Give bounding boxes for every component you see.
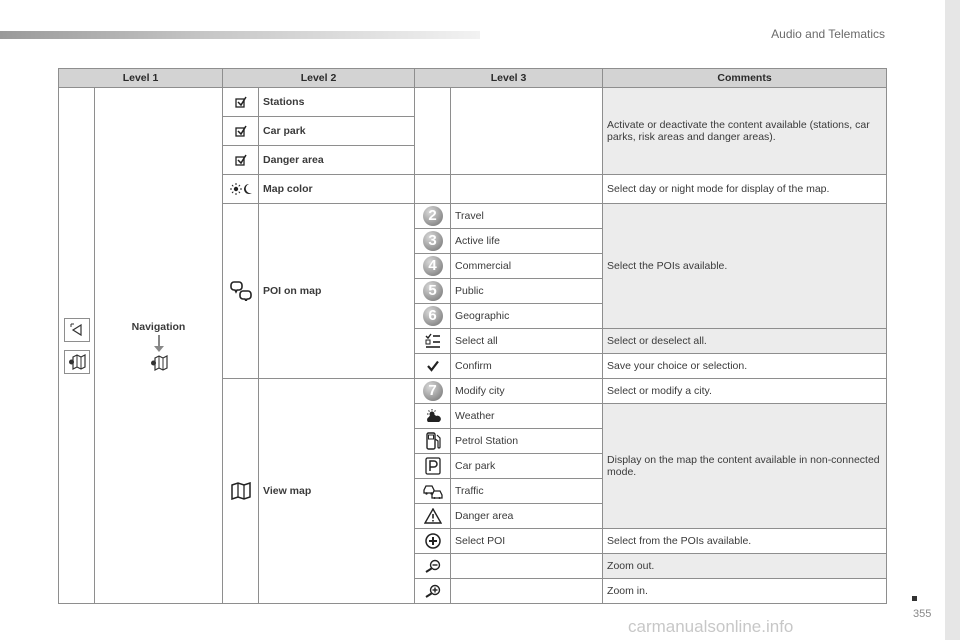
add-circle-icon	[415, 529, 451, 554]
select-all-comment: Select or deselect all.	[603, 329, 887, 354]
select-all-label: Select all	[451, 329, 603, 354]
map-settings-icon	[64, 350, 90, 374]
display-comment: Display on the map the content available in non-connected mode.	[603, 404, 887, 529]
danger-area-l3-label: Danger area	[451, 504, 603, 529]
checkbox-icon	[223, 146, 259, 175]
select-all-icon	[415, 329, 451, 354]
parking-icon	[415, 454, 451, 479]
badge-7: 7	[423, 381, 443, 401]
badge-2: 2	[423, 206, 443, 226]
car-park-l3-label: Car park	[451, 454, 603, 479]
map-color-comment: Select day or night mode for display of the map.	[603, 175, 887, 204]
page-marker	[912, 596, 917, 601]
zoom-out-comment: Zoom out.	[603, 554, 887, 579]
badge-4: 4	[423, 256, 443, 276]
header-level-3: Level 3	[415, 69, 603, 88]
map-settings-icon	[99, 355, 218, 371]
map-icon	[223, 379, 259, 604]
fuel-pump-icon	[415, 429, 451, 454]
weather-icon	[415, 404, 451, 429]
poi-commercial-label: Commercial	[451, 254, 603, 279]
menu-levels-table	[58, 68, 887, 604]
content-comment: Activate or deactivate the content available (stations, car parks, risk areas and danger areas).	[603, 88, 887, 175]
table-row	[59, 88, 887, 117]
navigation-label: Navigation	[131, 320, 186, 333]
zoom-in-icon	[415, 579, 451, 604]
page-number: 355	[913, 608, 932, 620]
section-title: Audio and Telematics	[771, 27, 885, 41]
zoom-out-icon	[415, 554, 451, 579]
checkbox-icon	[223, 117, 259, 146]
poi-public-label: Public	[451, 279, 603, 304]
page-edge-strip	[945, 0, 960, 640]
poi-icon	[223, 204, 259, 379]
modify-city-comment: Select or modify a city.	[603, 379, 887, 404]
poi-active-life-label: Active life	[451, 229, 603, 254]
danger-area-label: Danger area	[259, 146, 415, 175]
warning-triangle-icon	[415, 504, 451, 529]
header-gradient-bar	[0, 31, 480, 39]
confirm-label: Confirm	[451, 354, 603, 379]
modify-city-label: Modify city	[451, 379, 603, 404]
badge-6: 6	[423, 306, 443, 326]
checkbox-icon	[223, 88, 259, 117]
header-level-2: Level 2	[223, 69, 415, 88]
zoom-in-comment: Zoom in.	[603, 579, 887, 604]
poi-comment: Select the POIs available.	[603, 204, 887, 329]
poi-travel-label: Travel	[451, 204, 603, 229]
traffic-icon	[415, 479, 451, 504]
traffic-label: Traffic	[451, 479, 603, 504]
map-color-label: Map color	[259, 175, 415, 204]
down-arrow-icon	[158, 335, 160, 347]
select-poi-label: Select POI	[451, 529, 603, 554]
level1-cell	[59, 88, 95, 604]
header-level-1: Level 1	[59, 69, 223, 88]
view-map-label: View map	[259, 379, 415, 604]
poi-geographic-label: Geographic	[451, 304, 603, 329]
car-park-label: Car park	[259, 117, 415, 146]
confirm-comment: Save your choice or selection.	[603, 354, 887, 379]
day-night-icon	[223, 175, 259, 204]
level2-navigation-cell	[95, 88, 223, 604]
stations-label: Stations	[259, 88, 415, 117]
poi-on-map-label: POI on map	[259, 204, 415, 379]
table-header-row	[59, 69, 887, 88]
watermark: carmanualsonline.info	[628, 617, 794, 636]
select-poi-comment: Select from the POIs available.	[603, 529, 887, 554]
badge-5: 5	[423, 281, 443, 301]
petrol-station-label: Petrol Station	[451, 429, 603, 454]
badge-3: 3	[423, 231, 443, 251]
check-icon	[415, 354, 451, 379]
header-comments: Comments	[603, 69, 887, 88]
navigation-arrow-icon	[64, 318, 90, 342]
weather-label: Weather	[451, 404, 603, 429]
